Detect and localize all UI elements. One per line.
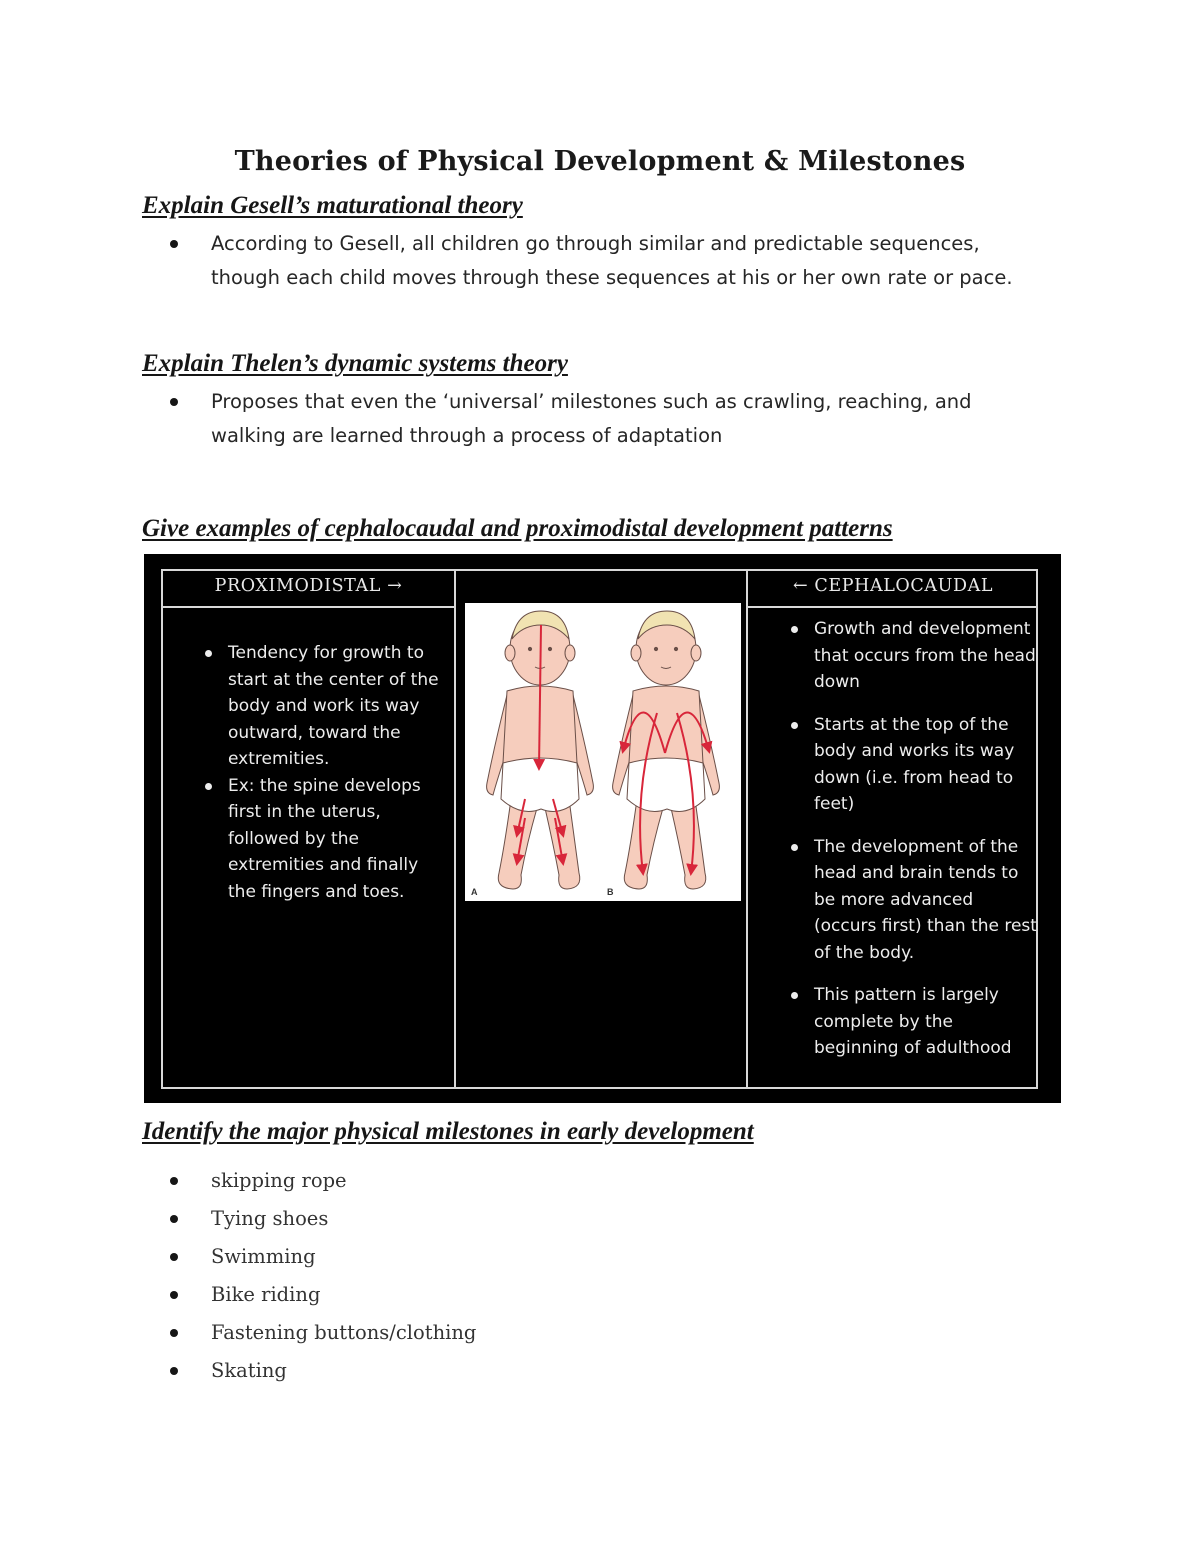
bullet-icon <box>170 1177 178 1185</box>
thelen-heading: Explain Thelen’s dynamic systems theory <box>142 350 568 377</box>
bullet-icon <box>170 398 178 406</box>
bullet-icon <box>791 844 798 851</box>
cephalocaudal-text: The development of the head and brain tends to be more advanced (occurs first) than the rest of the body. <box>814 836 1037 963</box>
column-divider <box>454 569 456 1089</box>
list-item <box>162 1276 862 1314</box>
baby-illustration-svg <box>465 603 741 901</box>
list-item <box>785 616 1037 696</box>
milestone-text: Bike riding <box>211 1283 321 1306</box>
list-item <box>785 982 1037 1062</box>
bullet-icon <box>791 626 798 633</box>
list-item <box>785 712 1037 818</box>
bullet-icon <box>170 1215 178 1223</box>
cephalocaudal-text: This pattern is largely complete by the beginning of adulthood <box>814 985 1012 1058</box>
list-item <box>162 1314 862 1352</box>
list-item <box>162 1238 862 1276</box>
list-item <box>785 834 1037 967</box>
page-title: Theories of Physical Development & Milestones <box>234 146 966 177</box>
list-item <box>162 227 1042 295</box>
bullet-icon <box>791 722 798 729</box>
gesell-heading: Explain Gesell’s maturational theory <box>142 192 523 219</box>
bullet-icon <box>791 992 798 999</box>
header-divider <box>161 606 456 608</box>
cephalocaudal-header: ← CEPHALOCAUDAL <box>792 576 994 596</box>
list-item <box>162 1162 862 1200</box>
gesell-bullets <box>162 227 1042 295</box>
cephalocaudal-text: Starts at the top of the body and works its way down (i.e. from head to feet) <box>814 714 1015 814</box>
milestone-text: Swimming <box>211 1245 316 1268</box>
cephalocaudal-list <box>785 616 1037 1078</box>
bullet-icon <box>205 650 212 657</box>
bullet-icon <box>205 783 212 790</box>
list-item <box>162 1352 862 1390</box>
label-b: B <box>607 887 614 897</box>
bullet-icon <box>170 1291 178 1299</box>
cephalocaudal-text: Growth and development that occurs from the head down <box>814 619 1036 692</box>
milestones-heading: Identify the major physical milestones in early development <box>142 1118 754 1145</box>
proximodistal-header: PROXIMODISTAL → <box>214 576 403 596</box>
milestone-text: Tying shoes <box>211 1207 329 1230</box>
list-item <box>199 640 449 773</box>
proximodistal-list <box>199 640 449 905</box>
milestones-list <box>162 1162 862 1390</box>
header-divider <box>746 606 1038 608</box>
bullet-icon <box>170 1329 178 1337</box>
milestone-text: Skating <box>211 1359 287 1382</box>
baby-illustration <box>465 603 741 901</box>
thelen-bullets <box>162 385 1002 453</box>
list-item <box>162 1200 862 1238</box>
bullet-icon <box>170 240 178 248</box>
thelen-bullet-text: Proposes that even the ‘universal’ milestones such as crawling, reaching, and walking are learned through a process of adaptation <box>211 390 972 447</box>
proximodistal-text: Tendency for growth to start at the center of the body and work its way outward, toward the extremities. <box>228 643 439 769</box>
list-item <box>162 385 1002 453</box>
proximodistal-text: Ex: the spine develops first in the uterus, followed by the extremities and finally the fingers and toes. <box>228 775 421 902</box>
gesell-bullet-text: According to Gesell, all children go through similar and predictable sequences, though each child moves through these sequences at his or her own rate or pace. <box>211 232 1013 289</box>
list-item <box>199 773 449 906</box>
column-divider <box>746 569 748 1089</box>
milestone-text: skipping rope <box>211 1169 347 1192</box>
patterns-heading: Give examples of cephalocaudal and proximodistal development patterns <box>142 515 893 542</box>
development-patterns-figure <box>144 554 1061 1103</box>
bullet-icon <box>170 1253 178 1261</box>
milestone-text: Fastening buttons/clothing <box>211 1321 477 1344</box>
bullet-icon <box>170 1367 178 1375</box>
label-a: A <box>471 887 478 897</box>
